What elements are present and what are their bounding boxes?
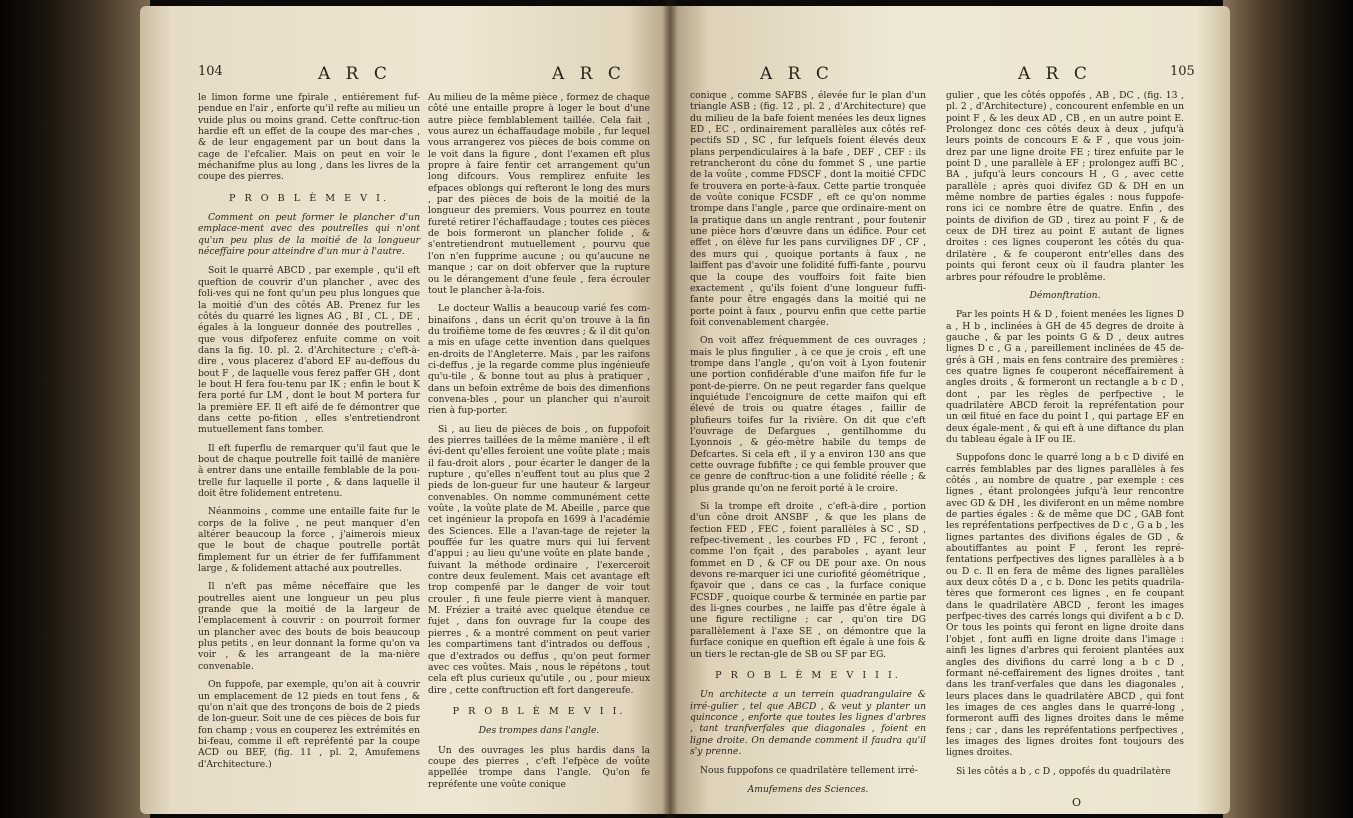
paragraph: On fuppofe, par exemple, qu'on ait à couvrir un emplacement de 12 pieds en tout fens , & qu'on n'ait que des tronçons de bois de 2 pieds de lon-gueur. Soit une de ces pièces de bois fur fon champ ; vous en couperez les extrémités en bi-feau, comme il eft repréfenté par la coupe ACD ou BEF, (fig. 11 , pl. 2, Amufemens d'Architecture.) — [198, 679, 420, 770]
problem-statement: Un architecte a un terrein quadrangulaire & irré-gulier , tel que ABCD , & veut y planter un quinconce , enforte que toutes les lignes d'arbres , tant tranfverfales que diagonales , foient en ligne droite. On demande comment il faudra qu'il s'y prenne. — [690, 689, 926, 757]
section-heading: P R O B L È M E V I I I. — [715, 669, 901, 681]
paragraph: Par les points H & D , foient menées les lignes D a , H b , inclinées à GH de 45 degres de droite à gauche , & par les points G & D , deux autres lignes D c , G a , pareillement inclinées de 45 de-grés à GH , mais en fens contraire des premières : ces quatre lignes fe couperont néceffairement à angles droits , & formeront un rectangle a b c D , dont , par les règles de perfpective , le quadrilatère ABCD feroit la repréfentation pour un œil fitué en face du point I , qui partage EF en deux égale-ment , & qui eft à une diftance du plan du tableau égale à IF ou IE. — [946, 309, 1184, 445]
paragraph: Soit le quarré ABCD , par exemple , qu'il eft queftion de couvrir d'un plancher , avec des foli-ves qui ne font qu'un peu plus longues que la moitié d'un des côtés AB. Prenez fur les côtés du quarré les lignes AG , BI , CL , DE , égales à la longueur donnée des poutrelles , que vous difpoferez enfuite comme on voit dans la fig. 10. pl. 2. d'Architecture ; c'eft-à-dire , vous placerez d'abord EF au-deffous du bout F , de laquelle vous ferez paffer GH , dont le bout H fera fou-tenu par IK ; enfin le bout K fera porté fur LM , dont le bout M portera fur la première EF. Il eft aifé de fe démontrer que dans cette po-fition , elles s'entretiendront mutuellement fans tomber. — [198, 265, 420, 436]
paragraph: conique , comme SAFBS , élevée fur le plan d'un triangle ASB ; (fig. 12 , pl. 2 , d'Architecture) que du milieu de la bafe foient menées les deux lignes ED , EC , ordinairement parallèles aux côtés ref-pectifs SD , SC , fur lefquels foient élevés deux plans perpendiculaires à la bafe , DEF , CEF : ils retrancheront du cône du fommet S , une partie de la voûte , comme FDSCF , dont la moitié CFDC fe trouvera en porte-à-faux. Cette partie tronquée de voûte conique FCSDF , eft ce qu'on nomme trompe dans l'angle , parce que ordinaire-ment on la pratique dans un angle rentrant , pour foutenir une pièce hors d'œuvre dans un édifice. Pour cet effet , on élève fur les pans curvilignes DF , CF , des murs qui , quoique portants à faux , ne laiffent pas d'avoir une folidité fuffi-fante , pourvu que la coupe des vouffoirs foit faite bien exactement , qu'ils foient d'une longueur fuffi-fante pour être engagés dans la moitié qui ne porte point à faux , pourvu enfin que cette partie foit convenablement chargée. — [690, 90, 926, 328]
paragraph: Suppofons donc le quarré long a b c D divifé en carrés femblables par des lignes parallèles à fes côtés , au nombre de quatre , par exemple : ces lignes , étant prolongées jufqu'à leur rencontre avec GD & DH , les diviferont en un même nombre de parties égales : & de même que DC , GAB font les repréfentations perfpectives de D c , G a b , les lignes partantes des divifions égales de GD , & aboutiffantes au point F , feront les repré-fentations perfpectives des lignes parallèles à a b ou D c. Il en fera de même des lignes parallèles aux deux côtés D a , c b. Donc les petits quadrila-tères que formeront ces lignes , en fe coupant dans le quadrilatère ABCD , feront les images perfpec-tives des carrés longs qui divifent a b c D. Or tous les points qui feront en ligne droite dans l'objet , font auffi en ligne droite dans l'image : ainfi les lignes d'arbres qui feroient plantées aux angles des divifions du carré long a b c D , formant né-ceffairement des lignes droites , tant dans les tranf-verfales que dans les diagonales , leurs places dans le quadrilatère ABCD , qui font les images de ces angles dans le quarré-long , formeront auffi des lignes droites dans le même fens ; car , dans les repréfentations perfpectives , les images des lignes droites font toujours des lignes droites. — [946, 452, 1184, 759]
right-page — [670, 6, 1230, 814]
section-heading: P R O B L È M E V I. — [228, 192, 389, 204]
left-column-1 — [198, 92, 420, 777]
paragraph: gulier , que les côtés oppofés , AB , DC , (fig. 13 , pl. 2 , d'Architecture) , concourent enfemble en un point F , & les deux AD , CB , en un autre point E. Prolongez donc ces côtés deux à deux , jufqu'à leurs points de concours E & F , que vous join-drez par une ligne droite FE ; tirez enfuite par le point D , une parallèle à EF ; prolongez auffi BC , BA , jufqu'à leurs concours H , G , avec cette parallèle ; après quoi divifez GD & DH en un même nombre de parties égales : nous fuppofe-rons ici ce nombre être de quatre. Enfin , des points de divifion de GD , tirez au point F , & de ceux de DH tirez au point E autant de lignes droites : ces lignes couperont les côtés du qua-drilatère , & fe couperont entr'elles dans des points qui feront ceux où il faudra planter les arbres pour réfoudre le problême. — [946, 90, 1184, 283]
left-page-number: 104 — [198, 64, 223, 79]
paragraph: Si la trompe eft droite , c'eft-à-dire , portion d'un cône droit ANSBF , & que les plans de fection FED , FEC , foient parallèles à SC , SD , refpec-tivement , les courbes FD , FC , feront , comme l'on fçait , des paraboles , ayant leur fommet en D , & CF ou DE pour axe. On nous devons re-marquer ici une curiofité géométrique , fçavoir que , dans ce cas , la furface conique FCSDF , quoique courbe & terminée en partie par des li-gnes courbes , ne laiffe pas d'être égale à une figure rectiligne ; car , qu'on tire DG parallèlement à l'axe SE , on démontre que la furface conique en queftion eft égale à une fois & un tiers le rectan-gle de SB ou SF par EG. — [690, 501, 926, 660]
section-subtitle: Des trompes dans l'angle. — [478, 725, 600, 737]
paragraph: Nous fuppofons ce quadrilatère tellement irré- — [700, 765, 918, 777]
left-book-edge — [0, 0, 150, 818]
paragraph: le limon forme une fpirale , entiérement fuf-pendue en l'air , enforte qu'il refte au milieu un vuide plus ou moins grand. Cette conftruc-tion hardie eft un effet de la coupe des mar-ches , & de leur engagement par un bout dans la cage de l'efcalier. Mais on peut en voir le méchanifme plus au long , dans les livres de la coupe des pierres. — [198, 92, 420, 183]
section-heading: P R O B L È M E V I I. — [452, 705, 626, 717]
right-column-1 — [690, 90, 926, 802]
left-running-head: A R C — [318, 64, 392, 84]
right-running-head: A R C — [760, 64, 834, 84]
paragraph: Néanmoins , comme une entaille faite fur le corps de la folive , ne peut manquer d'en altérer beaucoup la force , j'aimerois mieux que le bout de chaque poutrelle portât fimplement fur un étrier de fer fuffifamment large , & folidement attaché aux poutrelles. — [198, 506, 420, 575]
left-page — [140, 6, 670, 814]
page-footer: Amufemens des Sciences. — [747, 783, 869, 795]
left-running-head-2: A R C — [552, 64, 626, 84]
left-column-2 — [428, 92, 650, 797]
right-page-number: 105 — [1170, 64, 1195, 79]
right-column-2 — [946, 90, 1184, 784]
problem-statement: Comment on peut former le plancher d'un emplace-ment avec des poutrelles qui n'ont qu'un peu plus de la moitié de la longueur néceffaire pour atteindre d'un mur à l'autre. — [198, 212, 420, 258]
book-gutter — [662, 0, 678, 818]
paragraph: Le docteur Wallis a beaucoup varié fes com-binaifons , dans un écrit qu'on trouve à la fin du troifième tome de fes œuvres ; & il dit qu'on a mis en ufage cette invention dans quelques en-droits de l'Angleterre. Mais , par les raifons ci-deffus , je la regarde comme plus ingénieufe qu'u-tile , & bonne tout au plus à pratiquer , dans un befoin extrême de bois des dimenfions convena-bles , pour un plancher qui n'auroit rien à fup-porter. — [428, 303, 650, 417]
paragraph: Un des ouvrages les plus hardis dans la coupe des pierres , c'eft l'efpèce de voûte appellée trompe dans l'angle. Qu'on fe repréfente une voûte conique — [428, 744, 650, 790]
paragraph: Si les côtés a b , c D , oppofés du quadrilatère — [956, 765, 1171, 777]
paragraph: Si , au lieu de pièces de bois , on fuppofoit des pierres taillées de la même manière , il eft évi-dent qu'elles feroient une voûte plate ; mais il fau-droit alors , pour écarter le danger de la rupture , qu'elles n'euffent tout au plus que 2 pieds de lon-gueur fur une hauteur & largeur convenables. On nomme communément cette voûte , la voûte plate de M. Abeille , parce que cet ingénieur la propofa en 1699 à l'académie des Sciences. Elle a l'avan-tage de rejeter la pouffée fur les quatre murs qui lui fervent d'appui ; au lieu qu'une voûte en plate bande , fuivant la méthode ordinaire , l'exerceroit contre deux feulement. Mais cet avantage eft trop compenfé par le danger de voir tout crouler , fi une feule pierre vient à manquer. M. Frézier a traité avec quelque étendue ce fujet , dans fon ouvrage fur la coupe des pierres , & a montré comment on peut varier les compartimens tant d'intrados ou deffous , que d'extrados ou deffus , qu'on peut former avec ces voûtes. Mais , nous le répétons , tout cela eft plus curieux qu'utile , ou , pour mieux dire , cette conftruction eft fort dangereufe. — [428, 423, 650, 696]
paragraph: On voit affez fréquemment de ces ouvrages ; mais le plus fingulier , à ce que je crois , eft une trompe dans l'angle , qu'on voit à Lyon foutenir une portion confidérable d'une maifon fife fur le pont-de-pierre. On ne peut regarder fans quelque inquiétude l'encoignure de cette maifon qui eft élevé de trois ou quatre étages , faillir de plufieurs toifes fur la rivière. On dit que c'eft l'ouvrage de Defargues , gentilhomme du Lyonnois , & géo-mètre habile du temps de Defcartes. Si cela eft , il y a environ 130 ans que cette ouvrage fubfifte ; ce qui femble prouver que ce genre de conftruc-tion a une folidité réelle ; & plus grande qu'on ne feroit porté à le croire. — [690, 335, 926, 494]
signature-mark: O — [1072, 796, 1082, 809]
paragraph: Il n'eft pas même néceffaire que les poutrelles aient une longueur un peu plus grande que la moitié de la largeur de l'emplacement à couvrir : on pourroit former un plancher avec des bouts de bois beaucoup plus petits , en leur donnant la forme qu'on va voir , & les arrangeant de la ma-nière convenable. — [198, 581, 420, 672]
paragraph: Au milieu de la même pièce , formez de chaque côté une entaille propre à loger le bout d'une autre pièce femblablement taillée. Cela fait , vous aurez un échaffaudage mobile , fur lequel vous arrangerez vos pièces de bois comme on le voit dans la figure , dont l'examen eft plus propre à faire fentir cet arrangement qu'un long difcours. Vous remplirez enfuite les efpaces oblongs qui refteront le long des murs , par des pièces de bois de la moitié de la longueur des premiers. Vous pourrez en toute fureté retirer l'échaffaudage ; toutes ces pièces de bois formeront un plancher folide , & s'entretiendront mutuellement , pourvu que l'on n'en fupprime aucune ; ou qu'aucune ne manque ; car on doit obferver que la rupture ou le dérangement d'une feule , fera écrouler tout le plancher à-la-fois. — [428, 92, 650, 296]
paragraph: Il eft fuperflu de remarquer qu'il faut que le bout de chaque poutrelle foit taillé de manière à entrer dans une entaille femblable de la pou-trelle fur laquelle il porte , & dans laquelle il doit être folidement entretenu. — [198, 442, 420, 499]
section-heading: Démonftration. — [1029, 289, 1101, 301]
right-book-edge — [1223, 0, 1353, 818]
right-running-head-2: A R C — [1018, 64, 1092, 84]
